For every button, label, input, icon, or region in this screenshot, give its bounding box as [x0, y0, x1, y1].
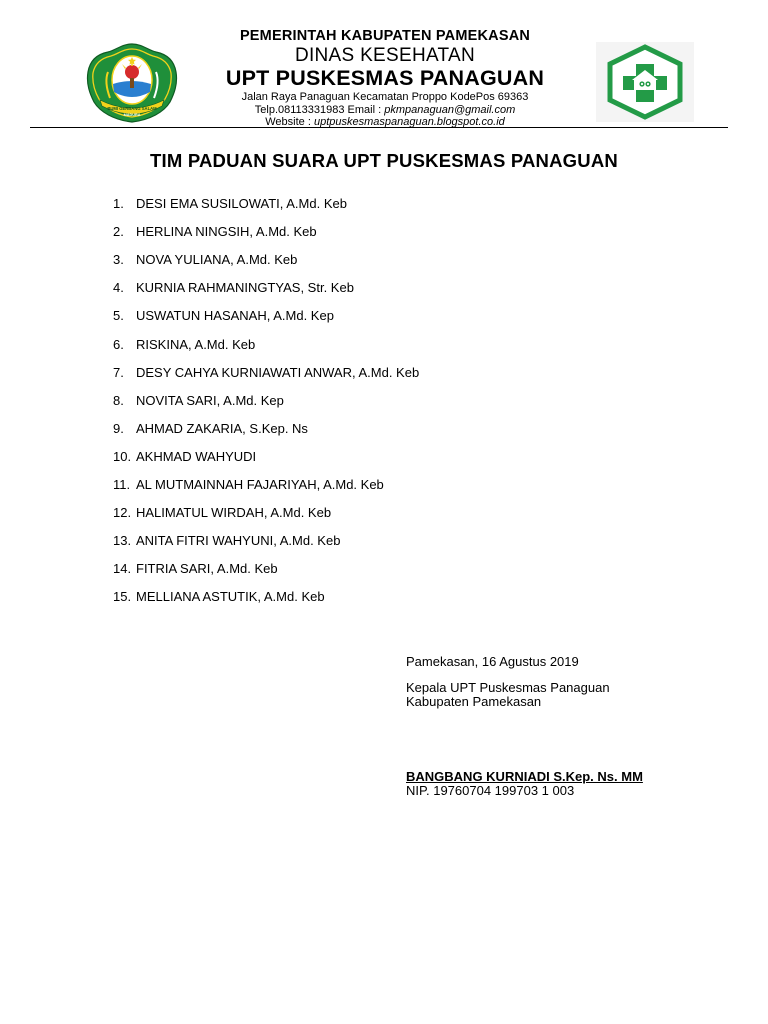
member-number: 6.	[113, 336, 124, 352]
member-name: HALIMATUL WIRDAH, A.Md. Keb	[136, 505, 332, 521]
list-item	[0, 391, 768, 411]
member-number: 9.	[113, 420, 124, 436]
list-item	[0, 419, 768, 439]
member-name: KURNIA RAHMANINGTYAS, Str. Keb	[136, 280, 354, 296]
list-item	[0, 222, 768, 242]
member-name: HERLINA NINGSIH, A.Md. Keb	[136, 224, 317, 240]
member-number: 14.	[113, 561, 132, 577]
signature-nip: NIP. 19760704 199703 1 003	[406, 783, 575, 798]
member-name: DESY CAHYA KURNIAWATI ANWAR, A.Md. Keb	[136, 364, 420, 380]
letterhead-website: uptpuskesmaspanaguan.blogspot.co.id	[313, 116, 505, 128]
letterhead-divider	[30, 127, 728, 128]
member-name: NOVA YULIANA, A.Md. Keb	[136, 252, 298, 268]
list-item	[0, 531, 768, 551]
letterhead-contact	[180, 104, 590, 117]
member-number: 7.	[113, 364, 124, 380]
member-name: ANITA FITRI WAHYUNI, A.Md. Keb	[136, 533, 341, 549]
list-item	[0, 306, 768, 326]
member-name: RISKINA, A.Md. Keb	[136, 336, 256, 352]
signature-place-date: Pamekasan, 16 Agustus 2019	[406, 654, 579, 669]
letterhead-email: pkmpanaguan@gmail.com	[384, 103, 516, 116]
svg-text:BUMI GERBANG SALAM: BUMI GERBANG SALAM	[107, 106, 157, 111]
member-number: 3.	[113, 252, 124, 268]
list-item	[0, 475, 768, 495]
letterhead-agency: DINAS KESEHATAN	[294, 45, 476, 66]
member-name: AL MUTMAINNAH FAJARIYAH, A.Md. Keb	[136, 477, 384, 492]
document-title: TIM PADUAN SUARA UPT PUSKESMAS PANAGUAN	[150, 150, 618, 171]
member-number: 5.	[113, 308, 124, 324]
member-name: DESI EMA SUSILOWATI, A.Md. Keb	[136, 196, 347, 211]
svg-text:MADURA: MADURA	[123, 113, 141, 117]
puskesmas-cross-icon	[596, 42, 694, 122]
member-number: 10.	[113, 448, 132, 464]
member-number: 13.	[113, 533, 132, 549]
list-item	[0, 250, 768, 270]
signature-position-line2: Kabupaten Pamekasan	[406, 694, 542, 709]
member-number: 1.	[113, 196, 124, 211]
member-number: 11.	[113, 477, 131, 492]
letterhead-address: Jalan Raya Panaguan Kecamatan Proppo KodePos 69363	[241, 91, 529, 103]
list-item	[0, 503, 768, 523]
list-item	[0, 587, 768, 607]
letterhead	[180, 28, 590, 129]
member-name: NOVITA SARI, A.Md. Kep	[136, 392, 284, 408]
letterhead-institution: UPT PUSKESMAS PANAGUAN	[225, 66, 545, 90]
member-name: FITRIA SARI, A.Md. Keb	[136, 561, 278, 577]
signature-name: BANGBANG KURNIADI S.Kep. Ns. MM	[406, 769, 643, 784]
letterhead-government: PEMERINTAH KABUPATEN PAMEKASAN	[239, 28, 531, 44]
member-name: MELLIANA ASTUTIK, A.Md. Keb	[136, 589, 325, 605]
signature-position-line1: Kepala UPT Puskesmas Panaguan	[406, 680, 610, 695]
member-number: 4.	[113, 280, 124, 296]
list-item	[0, 559, 768, 579]
member-number: 8.	[113, 392, 124, 408]
letterhead-phone: Telp.08113331983 Email :	[254, 103, 385, 116]
member-number: 12.	[113, 505, 132, 521]
letterhead-website-label: Website :	[265, 116, 314, 128]
list-item	[0, 447, 768, 467]
member-name: USWATUN HASANAH, A.Md. Kep	[136, 308, 334, 324]
member-name: AHMAD ZAKARIA, S.Kep. Ns	[136, 420, 308, 436]
list-item	[0, 194, 768, 214]
member-number: 2.	[113, 224, 124, 240]
list-item	[0, 335, 768, 355]
list-item	[0, 363, 768, 383]
pamekasan-regency-emblem-icon	[86, 42, 178, 124]
member-number: 15.	[113, 589, 132, 605]
member-name: AKHMAD WAHYUDI	[136, 448, 257, 464]
list-item	[0, 278, 768, 298]
